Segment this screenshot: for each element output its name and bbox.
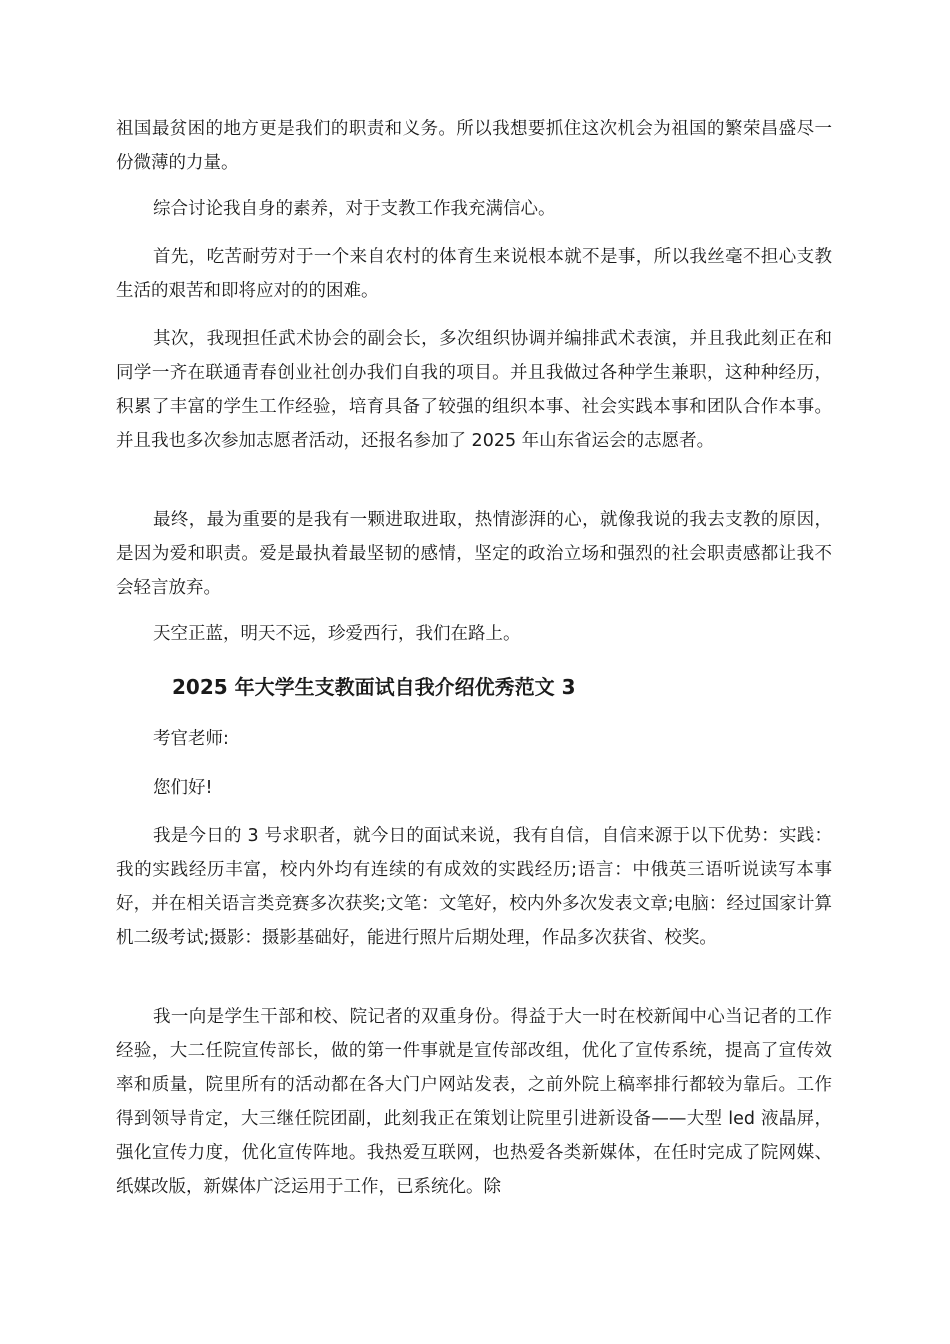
paragraph-closing: 天空正蓝，明天不远，珍爱西行，我们在路上。 [153, 624, 521, 644]
paragraph-experience: 我一向是学生干部和校、院记者的双重身份。得益于大一时在校新闻中心当记者的工作经验，大二任院宣传部长，做的第一件事就是宣传部改组，优化了宣传系统，提高了宣传效率和质量，院里所有的活动都在各大门户网站发表，之前外院上稿率排行都较为靠后。工作得到领导肯定，大三继任院团副，此刻我正在策划让院里引进新设备——大型 led 液晶屏，强化宣传力度，优化宣传阵地。我热爱互联网，也热爱各类新媒体，在任时完成了院网媒、纸媒改版，新媒体广泛运用于工作，已系统化。除 [116, 1007, 832, 1197]
paragraph-second: 其次，我现担任武术协会的副会长，多次组织协调并编排武术表演，并且我此刻正在和同学一齐在联通青春创业社创办我们自我的项目。并且我做过各种学生兼职，这种种经历，积累了丰富的学生工作经验，培育具备了较强的组织本事、社会实践本事和团队合作本事。并且我也多次参加志愿者活动，还报名参加了 2025 年山东省运会的志愿者。 [116, 329, 832, 451]
greeting: 您们好! [153, 778, 213, 798]
salutation: 考官老师: [153, 729, 229, 749]
paragraph-confidence: 综合讨论我自身的素养，对于支教工作我充满信心。 [153, 199, 556, 219]
paragraph-first: 首先，吃苦耐劳对于一个来自农村的体育生来说根本就不是事，所以我丝毫不担心支教生活的艰苦和即将应对的的困难。 [116, 247, 832, 301]
paragraph-continuation: 祖国最贫困的地方更是我们的职责和义务。所以我想要抓住这次机会为祖国的繁荣昌盛尽一份微薄的力量。 [116, 119, 832, 173]
paragraph-finally: 最终，最为重要的是我有一颗进取进取，热情澎湃的心，就像我说的我去支教的原因，是因为爱和职责。爱是最执着最坚韧的感情，坚定的政治立场和强烈的社会职责感都让我不会轻言放弃。 [116, 510, 832, 598]
paragraph-advantages: 我是今日的 3 号求职者，就今日的面试来说，我有自信，自信来源于以下优势：实践：我的实践经历丰富，校内外均有连续的有成效的实践经历;语言：中俄英三语听说读写本事好，并在相关语言类竞赛多次获奖;文笔：文笔好，校内外多次发表文章;电脑：经过国家计算机二级考试;摄影：摄影基础好，能进行照片后期处理，作品多次获省、校奖。 [116, 826, 832, 948]
section-heading: 2025 年大学生支教面试自我介绍优秀范文 3 [172, 675, 576, 699]
